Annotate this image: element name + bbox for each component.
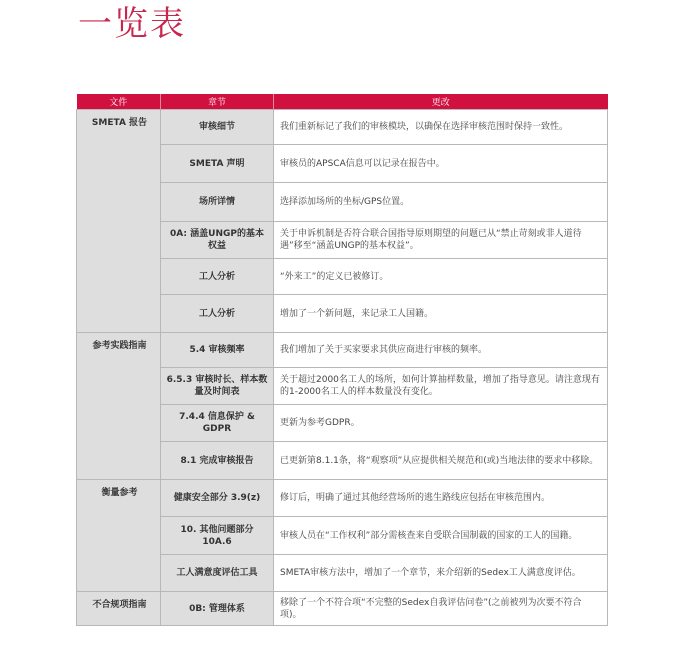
section-cell: 工人分析 [161,295,274,333]
document-cell: SMETA 报告 [77,110,161,333]
change-cell: 已更新第8.1.1条，将“观察项”从应提供相关规范和(或)当地法律的要求中移除。 [274,442,608,480]
table-header-row [77,94,608,110]
section-cell: 工人满意度评估工具 [161,555,274,592]
table-row [77,480,608,517]
change-cell: 移除了一个不符合项“不完整的Sedex自我评估问卷”(之前被列为次要不符合项)。 [274,592,608,626]
change-cell: 关于申诉机制是否符合联合国指导原则期望的问题已从“禁止苛刻或非人道待遇”移至“涵盖UNGP的基本权益”。 [274,222,608,259]
table-row [77,592,608,626]
change-cell: 审核人员在“工作权利”部分需核查来自受联合国制裁的国家的工人的国籍。 [274,517,608,555]
header-change: 更改 [274,94,608,110]
header-document: 文件 [77,94,161,110]
header-section: 章节 [161,94,274,110]
change-cell: 修订后，明确了通过其他经营场所的逃生路线应包括在审核范围内。 [274,480,608,517]
section-cell: 0B: 管理体系 [161,592,274,626]
change-cell: SMETA审核方法中，增加了一个章节，来介绍新的Sedex工人满意度评估。 [274,555,608,592]
section-cell: 审核细节 [161,110,274,145]
change-cell: 我们增加了关于买家要求其供应商进行审核的频率。 [274,333,608,368]
section-cell: 场所详情 [161,183,274,222]
table-row [77,110,608,145]
page-title: 一览表 [78,4,186,44]
section-cell: 7.4.4 信息保护 & GDPR [161,405,274,442]
document-cell: 参考实践指南 [77,333,161,480]
changes-table [76,94,608,626]
change-cell: 增加了一个新问题，来记录工人国籍。 [274,295,608,333]
section-cell: 工人分析 [161,259,274,295]
change-cell: 我们重新标记了我们的审核模块，以确保在选择审核范围时保持一致性。 [274,110,608,145]
change-cell: “外来工”的定义已被修订。 [274,259,608,295]
section-cell: 0A: 涵盖UNGP的基本权益 [161,222,274,259]
section-cell: 6.5.3 审核时长、样本数量及时间表 [161,368,274,405]
document-cell: 不合规项指南 [77,592,161,626]
change-cell: 关于超过2000名工人的场所，如何计算抽样数量，增加了指导意见。请注意现有的1-2000名工人的样本数量没有变化。 [274,368,608,405]
section-cell: 8.1 完成审核报告 [161,442,274,480]
change-cell: 选择添加场所的坐标/GPS位置。 [274,183,608,222]
section-cell: 5.4 审核频率 [161,333,274,368]
section-cell: SMETA 声明 [161,145,274,183]
section-cell: 健康安全部分 3.9(z) [161,480,274,517]
change-cell: 审核员的APSCA信息可以记录在报告中。 [274,145,608,183]
section-cell: 10. 其他问题部分 10A.6 [161,517,274,555]
document-cell: 衡量参考 [77,480,161,592]
change-cell: 更新为参考GDPR。 [274,405,608,442]
table-row [77,333,608,368]
